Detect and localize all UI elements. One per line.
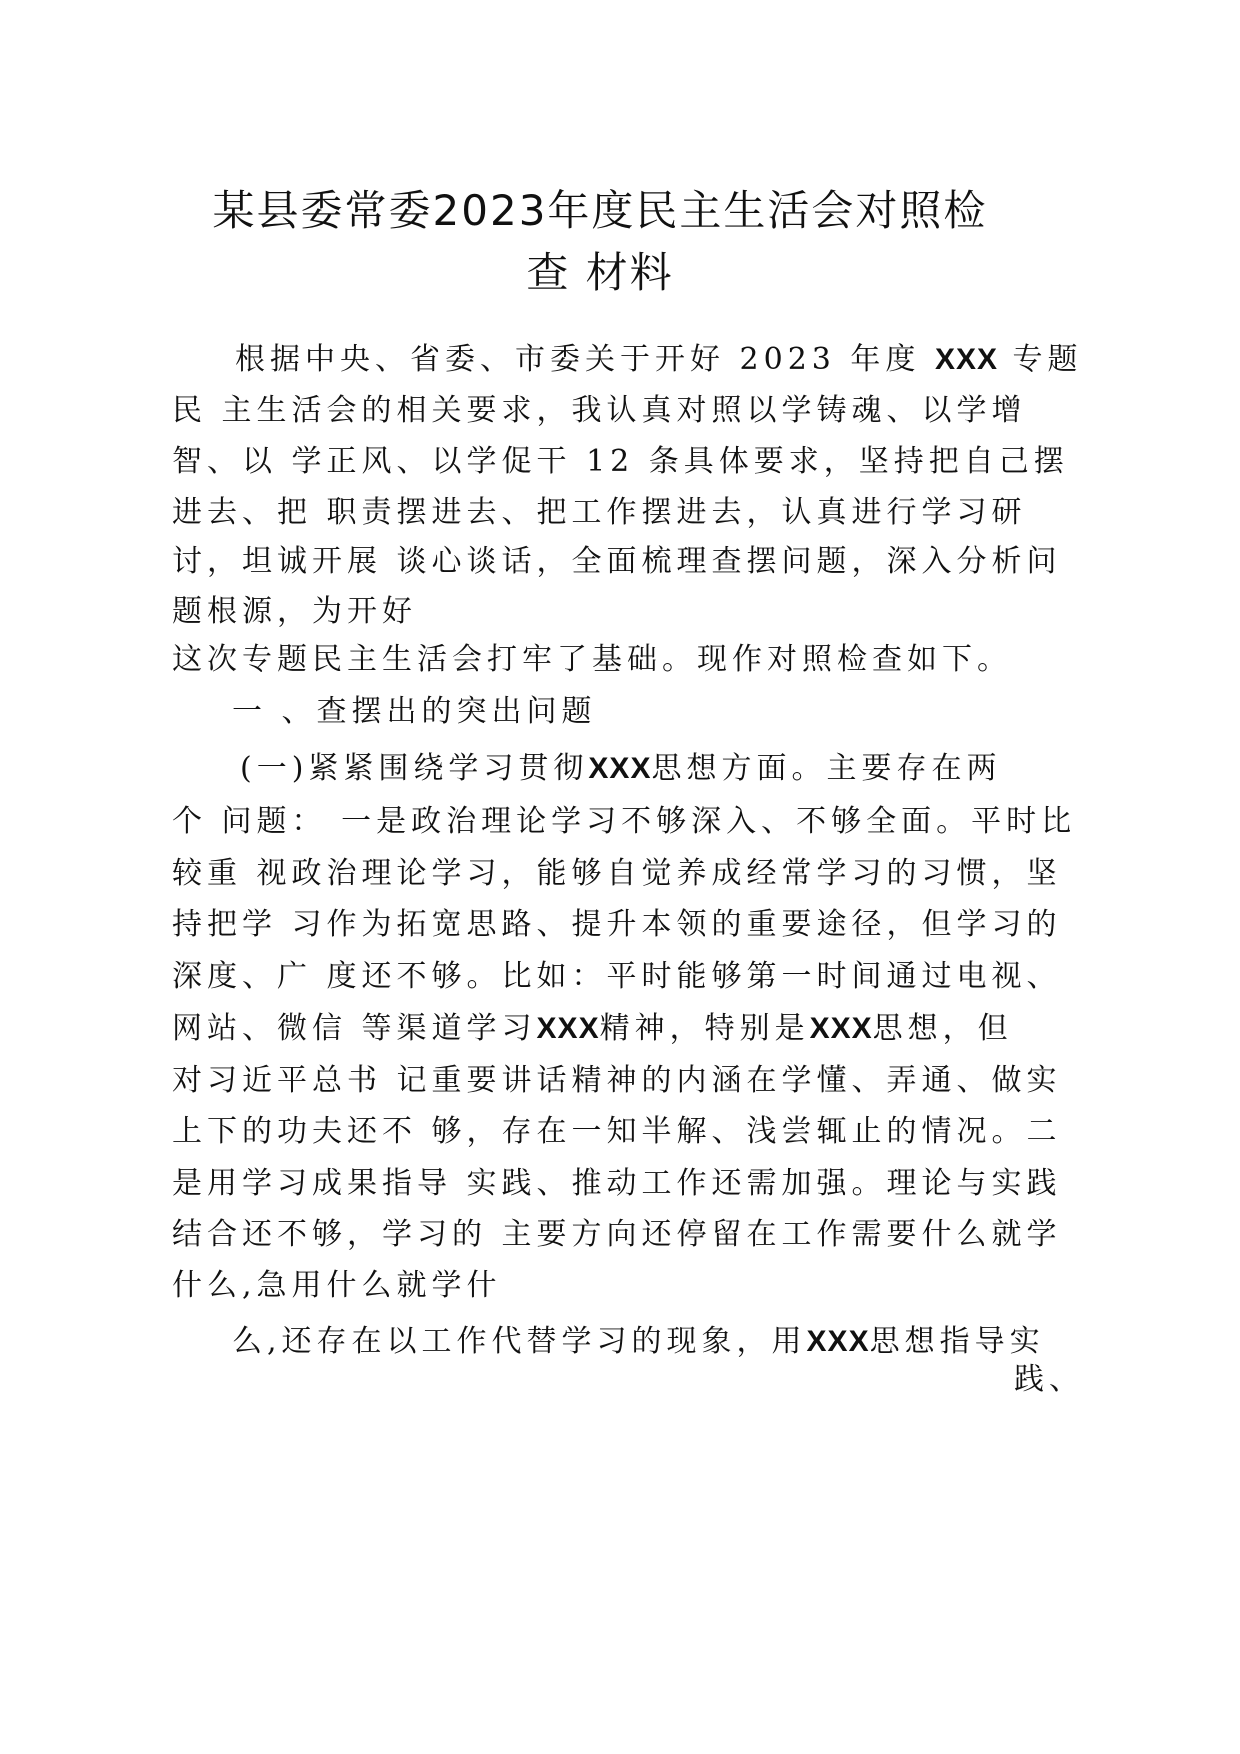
body-line-4: 进去、把 职责摆进去、把工作摆进去，认真进行学习研 [172,495,1027,530]
body-line-3: 智、以 学正风、以学促干 12 条具体要求，坚持把自己摆 [172,444,1069,479]
body-line-19: 什么,急用什么就学什 [172,1268,502,1303]
body-line-6: 题根源，为开好 [172,594,417,629]
body-line-16: 上下的功夫还不 够，存在一知半解、浅尝辄止的情况。二 [172,1114,1062,1149]
body-line-15: 对习近平总书 记重要讲话精神的内涵在学懂、弄通、做实 [172,1063,1062,1098]
body-line-5: 讨，坦诚开展 谈心谈话，全面梳理查摆问题，深入分析问 [172,544,1062,579]
body-line-21: 践、 [1014,1362,1084,1397]
document-title-line-1: 某县委常委2023年度民主生活会对照检 [212,186,988,235]
body-line-2: 民 主生活会的相关要求，我认真对照以学铸魂、以学增 [172,393,1027,428]
section-heading-1: 一 、查摆出的突出问题 [232,694,597,729]
body-line-9: (一)紧紧围绕学习贯彻XXX思想方面。主要存在两 [240,751,1002,786]
body-line-11: 较重 视政治理论学习，能够自觉养成经常学习的习惯，坚 [172,856,1062,891]
body-line-7: 这次专题民主生活会打牢了基础。现作对照检查如下。 [172,642,1012,677]
body-line-17: 是用学习成果指导 实践、推动工作还需加强。理论与实践 [172,1166,1062,1201]
document-title-line-2: 查 材料 [526,248,674,297]
body-line-1: 根据中央、省委、市委关于开好 2023 年度 XXX 专题 [235,342,1083,377]
body-line-10: 个 问题： 一是政治理论学习不够深入、不够全面。平时比 [172,804,1077,839]
body-line-12: 持把学 习作为拓宽思路、提升本领的重要途径，但学习的 [172,907,1062,942]
body-line-13: 深度、广 度还不够。比如：平时能够第一时间通过电视、 [172,959,1062,994]
body-line-14: 网站、微信 等渠道学习XXX精神，特别是XXX思想，但 [172,1011,1013,1046]
body-line-20: 么,还存在以工作代替学习的现象，用XXX思想指导实 [232,1324,1045,1359]
body-line-18: 结合还不够，学习的 主要方向还停留在工作需要什么就学 [172,1217,1062,1252]
